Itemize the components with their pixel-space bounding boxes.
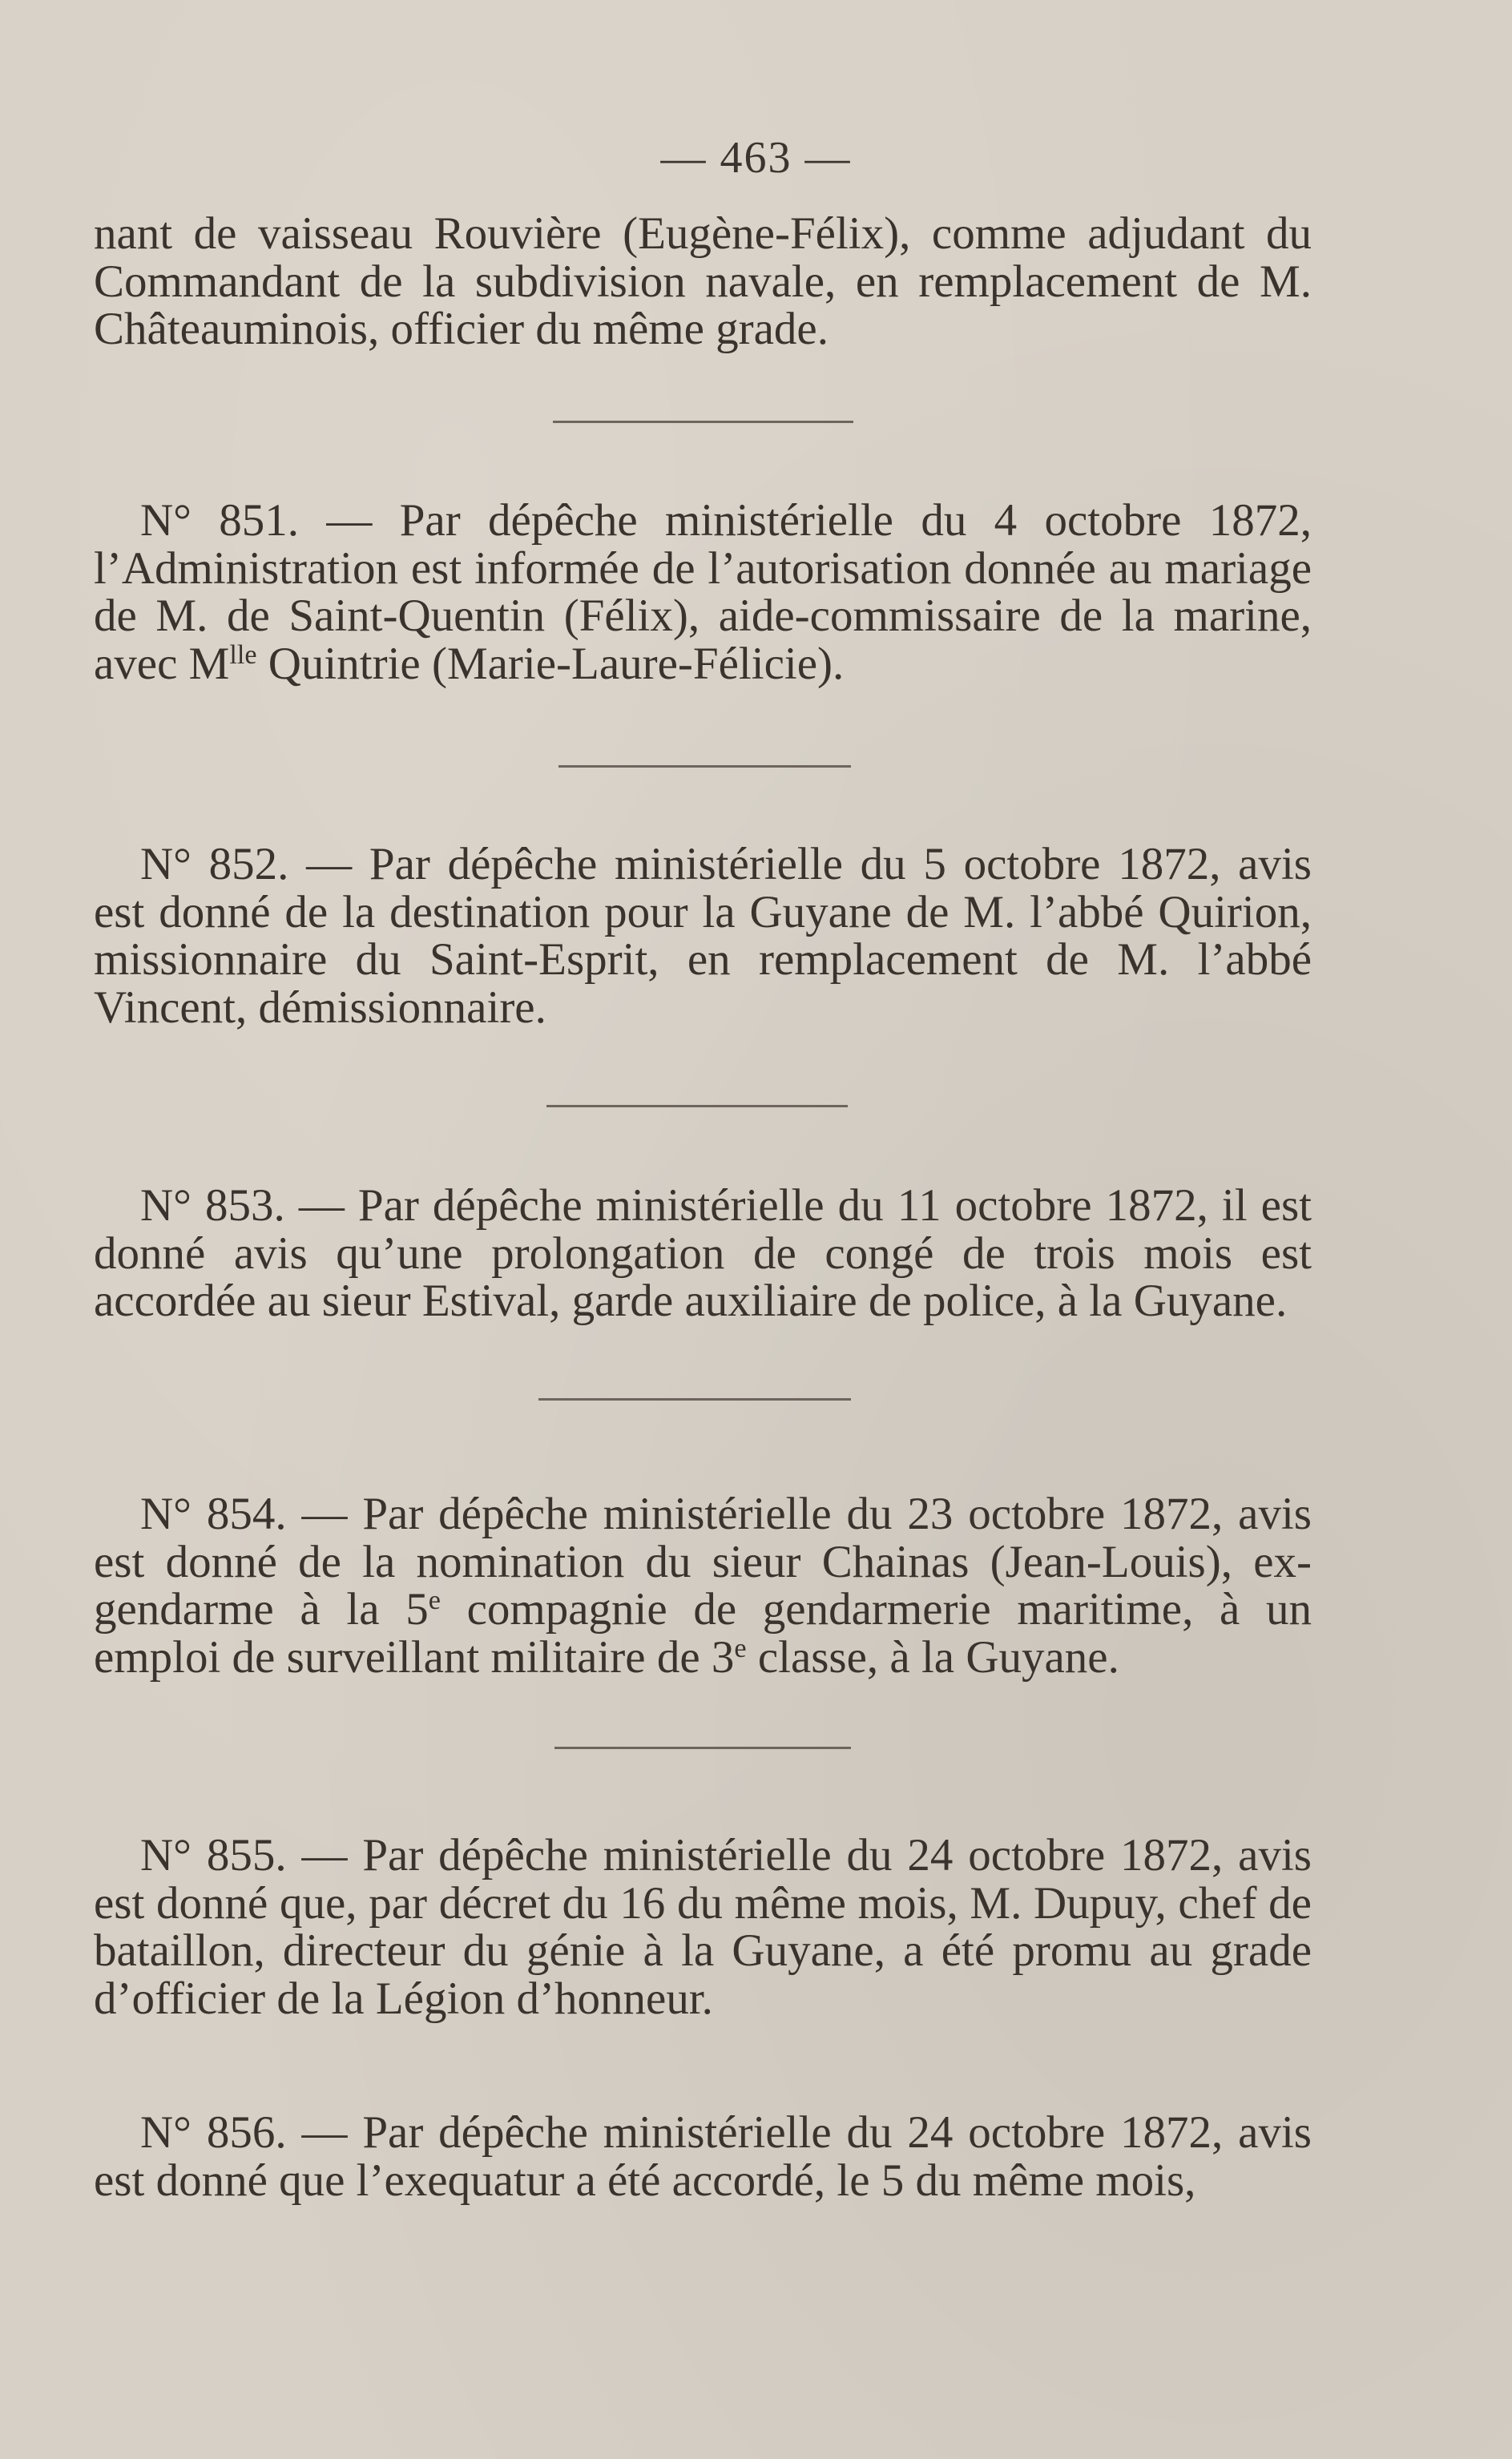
entry-852 xyxy=(94,840,1312,1031)
entry-text-part: Quintrie (Marie-Laure-Félicie). xyxy=(256,638,845,689)
paragraph-text: nant de vaisseau Rouvière (Eugène-Félix), comme adjudant du Commandant de la subdivision navale, en remplacement de M. Châteauminois, officier du même grade. xyxy=(94,208,1312,354)
entry-text-part: N° 854. — Par dépêche ministérielle du 23 octobre 1872, avis est donné de la nomination du sieur Chainas (Jean-Louis), ex-gendarme à la 5 xyxy=(94,1489,1312,1635)
section-divider xyxy=(546,1105,848,1107)
entry-text-part: compagnie de gendarmerie maritime, à un emploi de surveillant militaire de 3 xyxy=(94,1584,1312,1683)
page-number: — 463 — xyxy=(660,133,852,183)
entry-text: N° 852. — Par dépêche ministérielle du 5 octobre 1872, avis est donné de la destination pour la Guyane de M. l’abbé Quirion, missionnaire du Saint-Esprit, en remplacement de M. l’abbé Vincent, démissionnaire. xyxy=(94,839,1312,1033)
entry-text: N° 853. — Par dépêche ministérielle du 11 octobre 1872, il est donné avis qu’une prolongation de congé de trois mois est accordée au sieur Estival, garde auxiliaire de police, à la Guyane. xyxy=(94,1180,1312,1326)
section-divider xyxy=(538,1398,851,1401)
continued-paragraph xyxy=(94,210,1312,353)
superscript: e xyxy=(734,1633,747,1663)
entry-text xyxy=(94,497,1312,687)
entry-text-part: N° 851. — Par dépêche ministérielle du 4 octobre 1872, l’Administration est informée de l’autorisation donnée au mariage de M. de Saint-Quentin (Félix), aide-commissaire de la marine, avec M xyxy=(94,495,1312,689)
entry-853 xyxy=(94,1182,1312,1325)
entry-text-part: classe, à la Guyane. xyxy=(746,1631,1119,1683)
entry-851 xyxy=(94,497,1312,687)
section-divider xyxy=(553,421,853,423)
entry-text: N° 855. — Par dépêche ministérielle du 24 octobre 1872, avis est donné que, par décret du 16 du même mois, M. Dupuy, chef de bataillon, directeur du génie à la Guyane, a été promu au grade d’officier de la Légion d’honneur. xyxy=(94,1830,1312,2024)
superscript: e xyxy=(428,1586,441,1616)
section-divider xyxy=(554,1747,851,1749)
entry-855 xyxy=(94,1832,1312,2022)
entry-text: N° 856. — Par dépêche ministérielle du 24 octobre 1872, avis est donné que l’exequatur a été accordé, le 5 du même mois, xyxy=(94,2107,1312,2206)
entry-text xyxy=(94,1490,1312,1681)
entry-854 xyxy=(94,1490,1312,1681)
section-divider xyxy=(558,765,851,768)
superscript: lle xyxy=(229,639,257,670)
entry-856 xyxy=(94,2109,1312,2204)
